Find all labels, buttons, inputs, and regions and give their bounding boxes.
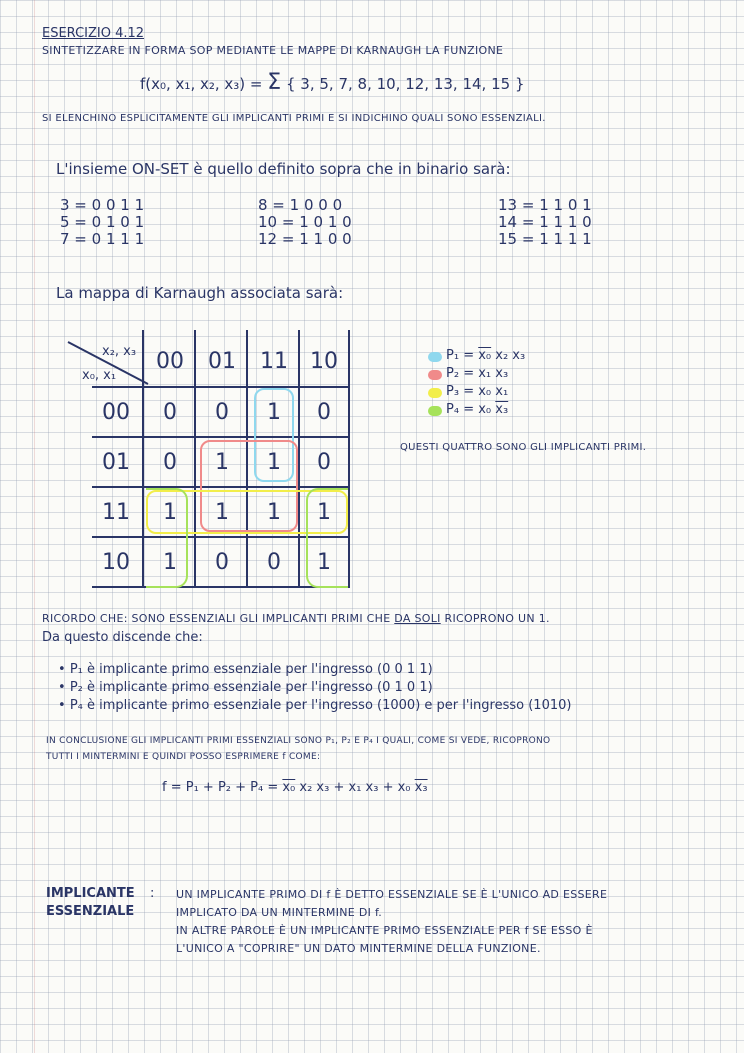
- kmap-intro: La mappa di Karnaugh associata sarà:: [56, 284, 344, 302]
- essential-conclusion-1: IN CONCLUSIONE GLI IMPLICANTI PRIMI ESSENZIALI SONO P₁, P₂ E P₄ I QUALI, COME SI VEDE, RICOPRONO: [46, 736, 551, 746]
- kmap-cell: 0: [163, 449, 177, 475]
- onset-entry: 5 = 0 1 0 1: [60, 213, 145, 231]
- essential-recall: RICORDO CHE: SONO ESSENZIALI GLI IMPLICANTI PRIMI CHE DA SOLI RICOPRONO UN 1.: [42, 612, 550, 625]
- kmap-cell: 1: [215, 449, 229, 475]
- function-definition: [140, 70, 525, 95]
- essential-derive: Da questo discende che:: [42, 630, 203, 645]
- definition-line-1: UN IMPLICANTE PRIMO DI f È DETTO ESSENZIALE SE È L'UNICO AD ESSERE: [176, 888, 608, 901]
- essential-conclusion-2: TUTTI I MINTERMINI E QUINDI POSSO ESPRIMERE f COME:: [46, 752, 321, 762]
- exercise-title: ESERCIZIO 4.12: [42, 26, 145, 41]
- legend-item-p1: P₁ = x₀ x₂ x₃: [446, 348, 526, 363]
- kmap-cell: 0: [215, 399, 229, 425]
- kmap-col-header: 01: [208, 348, 236, 374]
- onset-entry: 7 = 0 1 1 1: [60, 230, 145, 248]
- onset-intro: L'insieme ON-SET è quello definito sopra che in binario sarà:: [56, 160, 511, 178]
- kmap-row-header: 01: [102, 449, 130, 475]
- onset-entry: 8 = 1 0 0 0: [258, 196, 343, 214]
- kmap-cell: 1: [163, 549, 177, 575]
- kmap-cell: 1: [163, 499, 177, 525]
- kmap-cell: 1: [317, 549, 331, 575]
- kmap-col-variables: x₂, x₃: [102, 344, 137, 359]
- definition-term-2: ESSENZIALE: [46, 904, 135, 919]
- definition-line-4: L'UNICO A "COPRIRE" UN DATO MINTERMINE DELLA FUNZIONE.: [176, 942, 541, 955]
- onset-entry: 14 = 1 1 1 0: [498, 213, 592, 231]
- kmap-cell: 0: [267, 549, 281, 575]
- kmap-cell: 0: [163, 399, 177, 425]
- onset-entry: 13 = 1 1 0 1: [498, 196, 592, 214]
- onset-entry: 3 = 0 0 1 1: [60, 196, 145, 214]
- kmap-col-header: 10: [310, 348, 338, 374]
- karnaugh-map: [62, 330, 350, 590]
- legend-swatch-p4: [428, 406, 442, 416]
- page-margin-line: [34, 0, 35, 1053]
- implicant-loop-p4-right: [306, 488, 348, 588]
- onset-entry: 12 = 1 1 0 0: [258, 230, 352, 248]
- legend-swatch-p2: [428, 370, 442, 380]
- sum-symbol: Σ: [267, 70, 282, 95]
- legend-swatch-p1: [428, 352, 442, 362]
- kmap-cell: 1: [215, 499, 229, 525]
- kmap-row-header: 11: [102, 499, 130, 525]
- kmap-row-variables: x₀, x₁: [82, 368, 117, 383]
- legend-item-p4: P₄ = x₀ x₃: [446, 402, 509, 417]
- legend-item-p3: P₃ = x₀ x₁: [446, 384, 509, 399]
- kmap-cell: 1: [267, 449, 281, 475]
- kmap-row-header: 00: [102, 399, 130, 425]
- function-lhs: f(x₀, x₁, x₂, x₃) =: [140, 75, 263, 93]
- essential-bullet: • P₂ è implicante primo essenziale per l'ingresso (0 1 0 1): [58, 680, 433, 695]
- kmap-cell: 0: [317, 449, 331, 475]
- definition-line-3: IN ALTRE PAROLE È UN IMPLICANTE PRIMO ESSENZIALE PER f SE ESSO È: [176, 924, 593, 937]
- legend-note: QUESTI QUATTRO SONO GLI IMPLICANTI PRIMI.: [400, 442, 647, 453]
- kmap-cell: 1: [267, 499, 281, 525]
- legend-swatch-p3: [428, 388, 442, 398]
- final-expression: f = P₁ + P₂ + P₄ = x₀ x₂ x₃ + x₁ x₃ + x₀ x₃: [162, 780, 428, 795]
- definition-line-2: IMPLICATO DA UN MINTERMINE DI f.: [176, 906, 383, 919]
- essential-bullet: • P₁ è implicante primo essenziale per l'ingresso (0 0 1 1): [58, 662, 433, 677]
- kmap-col-header: 00: [156, 348, 184, 374]
- implicant-loop-p4-left: [146, 488, 188, 588]
- definition-term-1: IMPLICANTE: [46, 886, 135, 901]
- definition-colon: :: [150, 886, 155, 901]
- onset-entry: 15 = 1 1 1 1: [498, 230, 592, 248]
- legend-item-p2: P₂ = x₁ x₃: [446, 366, 509, 381]
- kmap-cell: 0: [317, 399, 331, 425]
- kmap-cell: 0: [215, 549, 229, 575]
- function-rhs: { 3, 5, 7, 8, 10, 12, 13, 14, 15 }: [285, 75, 525, 93]
- essential-bullet: • P₄ è implicante primo essenziale per l'ingresso (1000) e per l'ingresso (1010): [58, 698, 572, 713]
- kmap-cell: 1: [317, 499, 331, 525]
- onset-entry: 10 = 1 0 1 0: [258, 213, 352, 231]
- kmap-row-header: 10: [102, 549, 130, 575]
- exercise-request: SI ELENCHINO ESPLICITAMENTE GLI IMPLICANTI PRIMI E SI INDICHINO QUALI SONO ESSENZIALI.: [42, 113, 546, 124]
- kmap-col-header: 11: [260, 348, 288, 374]
- exercise-statement: SINTETIZZARE IN FORMA SOP MEDIANTE LE MAPPE DI KARNAUGH LA FUNZIONE: [42, 44, 504, 57]
- kmap-cell: 1: [267, 399, 281, 425]
